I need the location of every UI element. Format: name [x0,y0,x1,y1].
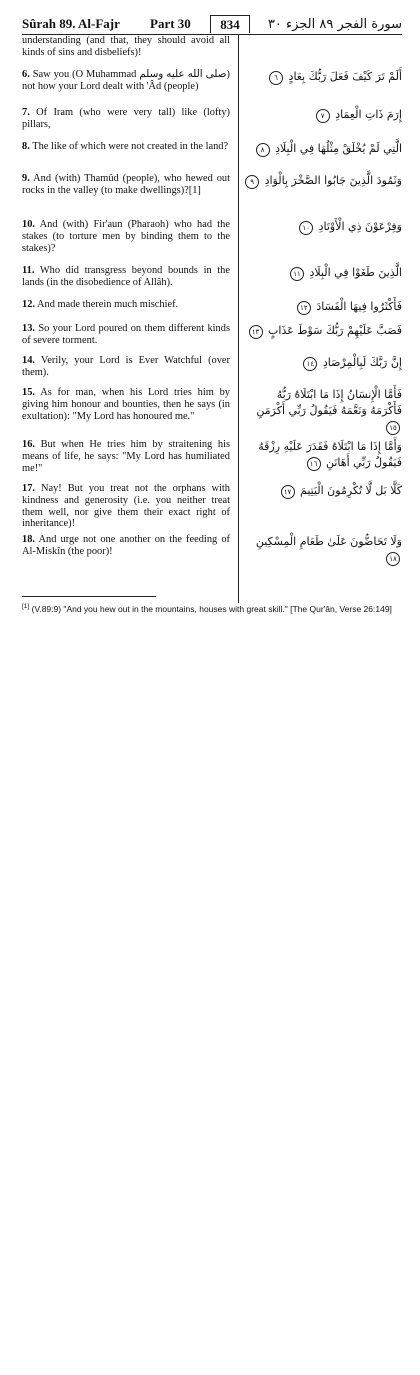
verse-arabic [234,534,402,566]
arabic-text: فَأَمَّا الْإِنسَانُ إِذَا مَا ابْتَلَاهُ رَبُّهُ فَأَكْرَمَهُ وَنَعَّمَهُ فَيَقُولُ رَبِّي أَكْرَمَنِ [256,388,402,417]
verse-translation [22,173,234,215]
ayah-number-marker: ١١ [290,267,304,281]
verse-translation [22,107,234,137]
footnote-text: (V.89:9) "And you hew out in the mountains, houses with great skill." [The Qur'ân, Verse 26:149] [31,603,392,614]
verse-text: Nay! But you treat not the orphans with kindness and generosity (i.e. you neither treat them well, nor give them their exact right of inheritance)! [22,483,230,530]
verse-arabic [234,35,402,65]
verse-translation [22,439,234,479]
footnote-rule [22,596,156,597]
verse-arabic [234,265,402,295]
verse-translation [22,483,234,530]
arabic-text: وَلَا تَحَاضُّونَ عَلَىٰ طَعَامِ الْمِسْكِينِ [255,535,402,549]
verse-text: But when He tries him by straitening his means of life, he says: "My Lord has humiliated me!" [22,439,230,474]
verse-arabic [234,219,402,261]
ayah-number-marker: ٨ [256,143,270,157]
page [22,14,402,570]
ayah-number-marker: ١٥ [386,421,400,435]
verse-text: Verily, your Lord is Ever Watchful (over them). [22,355,230,378]
verse-body [22,35,402,570]
arabic-text: الَّذِينَ طَغَوْا فِي الْبِلَادِ [309,266,402,279]
verse-number: 18. [22,534,35,546]
verse-text: So your Lord poured on them different kinds of severe torment. [22,323,230,346]
footnote [22,602,402,614]
verse-translation [22,219,234,261]
footnote-marker: [1] [22,603,30,610]
verse-row [22,35,402,65]
arabic-text: إِرَمَ ذَاتِ الْعِمَادِ [335,108,402,121]
verse-arabic [234,69,402,103]
verse-arabic [234,387,402,435]
arabic-text: فَصَبَّ عَلَيْهِمْ رَبُّكَ سَوْطَ عَذَابٍ [268,324,402,337]
verse-row [22,69,402,103]
verse-text: The like of which were not created in the land? [32,141,229,152]
verse-row [22,299,402,319]
verse-number: 6. [22,69,30,80]
ayah-number-marker: ١٧ [281,485,295,499]
verse-arabic [234,439,402,479]
verse-number: 17. [22,483,35,494]
arabic-text: وَثَمُودَ الَّذِينَ جَابُوا الصَّخْرَ بِالْوَادِ [264,174,402,187]
verse-row [22,265,402,295]
arabic-text: وَأَمَّا إِذَا مَا ابْتَلَاهُ فَقَدَرَ عَلَيْهِ رِزْقَهُ فَيَقُولُ رَبِّي أَهَانَنِ [258,440,402,469]
verse-translation [22,69,234,103]
arabic-text: فَأَكْثَرُوا فِيهَا الْفَسَادَ [316,300,402,313]
arabic-text: إِنَّ رَبَّكَ لَبِالْمِرْصَادِ [322,356,402,369]
ayah-number-marker: ٧ [316,109,330,123]
arabic-text: وَفِرْعَوْنَ ذِي الْأَوْتَادِ [318,220,402,233]
verse-arabic [234,141,402,169]
verse-translation [22,323,234,351]
verse-text: Saw you (O Muhammad صلى الله عليه وسلم) not how your Lord dealt with 'Âd (people) [22,69,230,92]
verse-arabic [234,299,402,319]
verse-translation [22,141,234,169]
verse-arabic [234,483,402,530]
ayah-number-marker: ١٢ [297,301,311,315]
page-header [22,14,402,35]
verse-arabic [234,173,402,215]
verse-number: 8. [22,141,30,152]
verse-row [22,173,402,215]
column-divider [238,35,239,603]
verse-number: 15. [22,387,35,398]
verse-text: And made therein much mischief. [37,299,179,310]
arabic-text: كَلَّا بَل لَّا تُكْرِمُونَ الْيَتِيمَ [300,484,402,497]
verse-row [22,439,402,479]
ayah-number-marker: ١٤ [303,357,317,371]
verse-row [22,219,402,261]
surah-title: Sûrah 89. Al-Fajr [22,16,120,31]
verse-translation [22,534,234,566]
verse-arabic [234,355,402,383]
verse-translation [22,387,234,435]
verse-arabic [234,107,402,137]
page-number: 834 [210,15,250,33]
verse-number: 11. [22,265,35,276]
ayah-number-marker: ١٣ [249,325,263,339]
ayah-number-marker: ٦ [269,71,283,85]
part-label: Part 30 [150,16,191,31]
verse-number: 14. [22,355,35,366]
ayah-number-marker: ١٨ [386,552,400,566]
ayah-number-marker: ٩ [245,175,259,189]
arabic-text: أَلَمْ تَرَ كَيْفَ فَعَلَ رَبُّكَ بِعَادٍ [288,70,402,83]
verse-row [22,323,402,351]
verse-list [22,35,402,570]
verse-text: Who did transgress beyond bounds in the lands (in the disobedience of Allâh). [22,265,230,288]
verse-translation [22,35,234,65]
verse-row [22,141,402,169]
verse-row [22,483,402,530]
verse-text: As for man, when his Lord tries him by giving him honour and bounties, then he says (in exultation): "My Lord has honoured me." [22,387,230,422]
verse-row [22,387,402,435]
verse-text: And (with) Fir'aun (Pharaoh) who had the stakes (to torture men by binding them to the stakes)? [22,219,230,254]
verse-translation [22,355,234,383]
verse-text: And (with) Thamûd (people), who hewed out rocks in the valley (to make dwellings)?[1] [22,173,230,196]
verse-translation [22,265,234,295]
verse-number: 9. [22,173,30,184]
verse-number: 16. [22,439,35,450]
arabic-header: سورة الفجر ٨٩ الجزء ٣٠ [267,16,402,32]
verse-number: 12. [22,299,35,310]
verse-arabic [234,323,402,351]
verse-text: And urge not one another on the feeding of Al-Miskîn (the poor)! [22,534,230,557]
arabic-text: الَّتِي لَمْ يُخْلَقْ مِثْلُهَا فِي الْبِلَادِ [275,142,402,155]
verse-translation [22,299,234,319]
verse-number: 13. [22,323,35,334]
verse-row [22,534,402,566]
verse-text: Of Iram (who were very tall) like (lofty) pillars, [22,107,230,130]
ayah-number-marker: ١٠ [299,221,313,235]
verse-number: 7. [22,107,30,118]
verse-row [22,107,402,137]
ayah-number-marker: ١٦ [307,457,321,471]
verse-row [22,355,402,383]
verse-number: 10. [22,219,35,230]
verse-text: understanding (and that, they should avoid all kinds of sins and disbeliefs)! [22,35,230,58]
